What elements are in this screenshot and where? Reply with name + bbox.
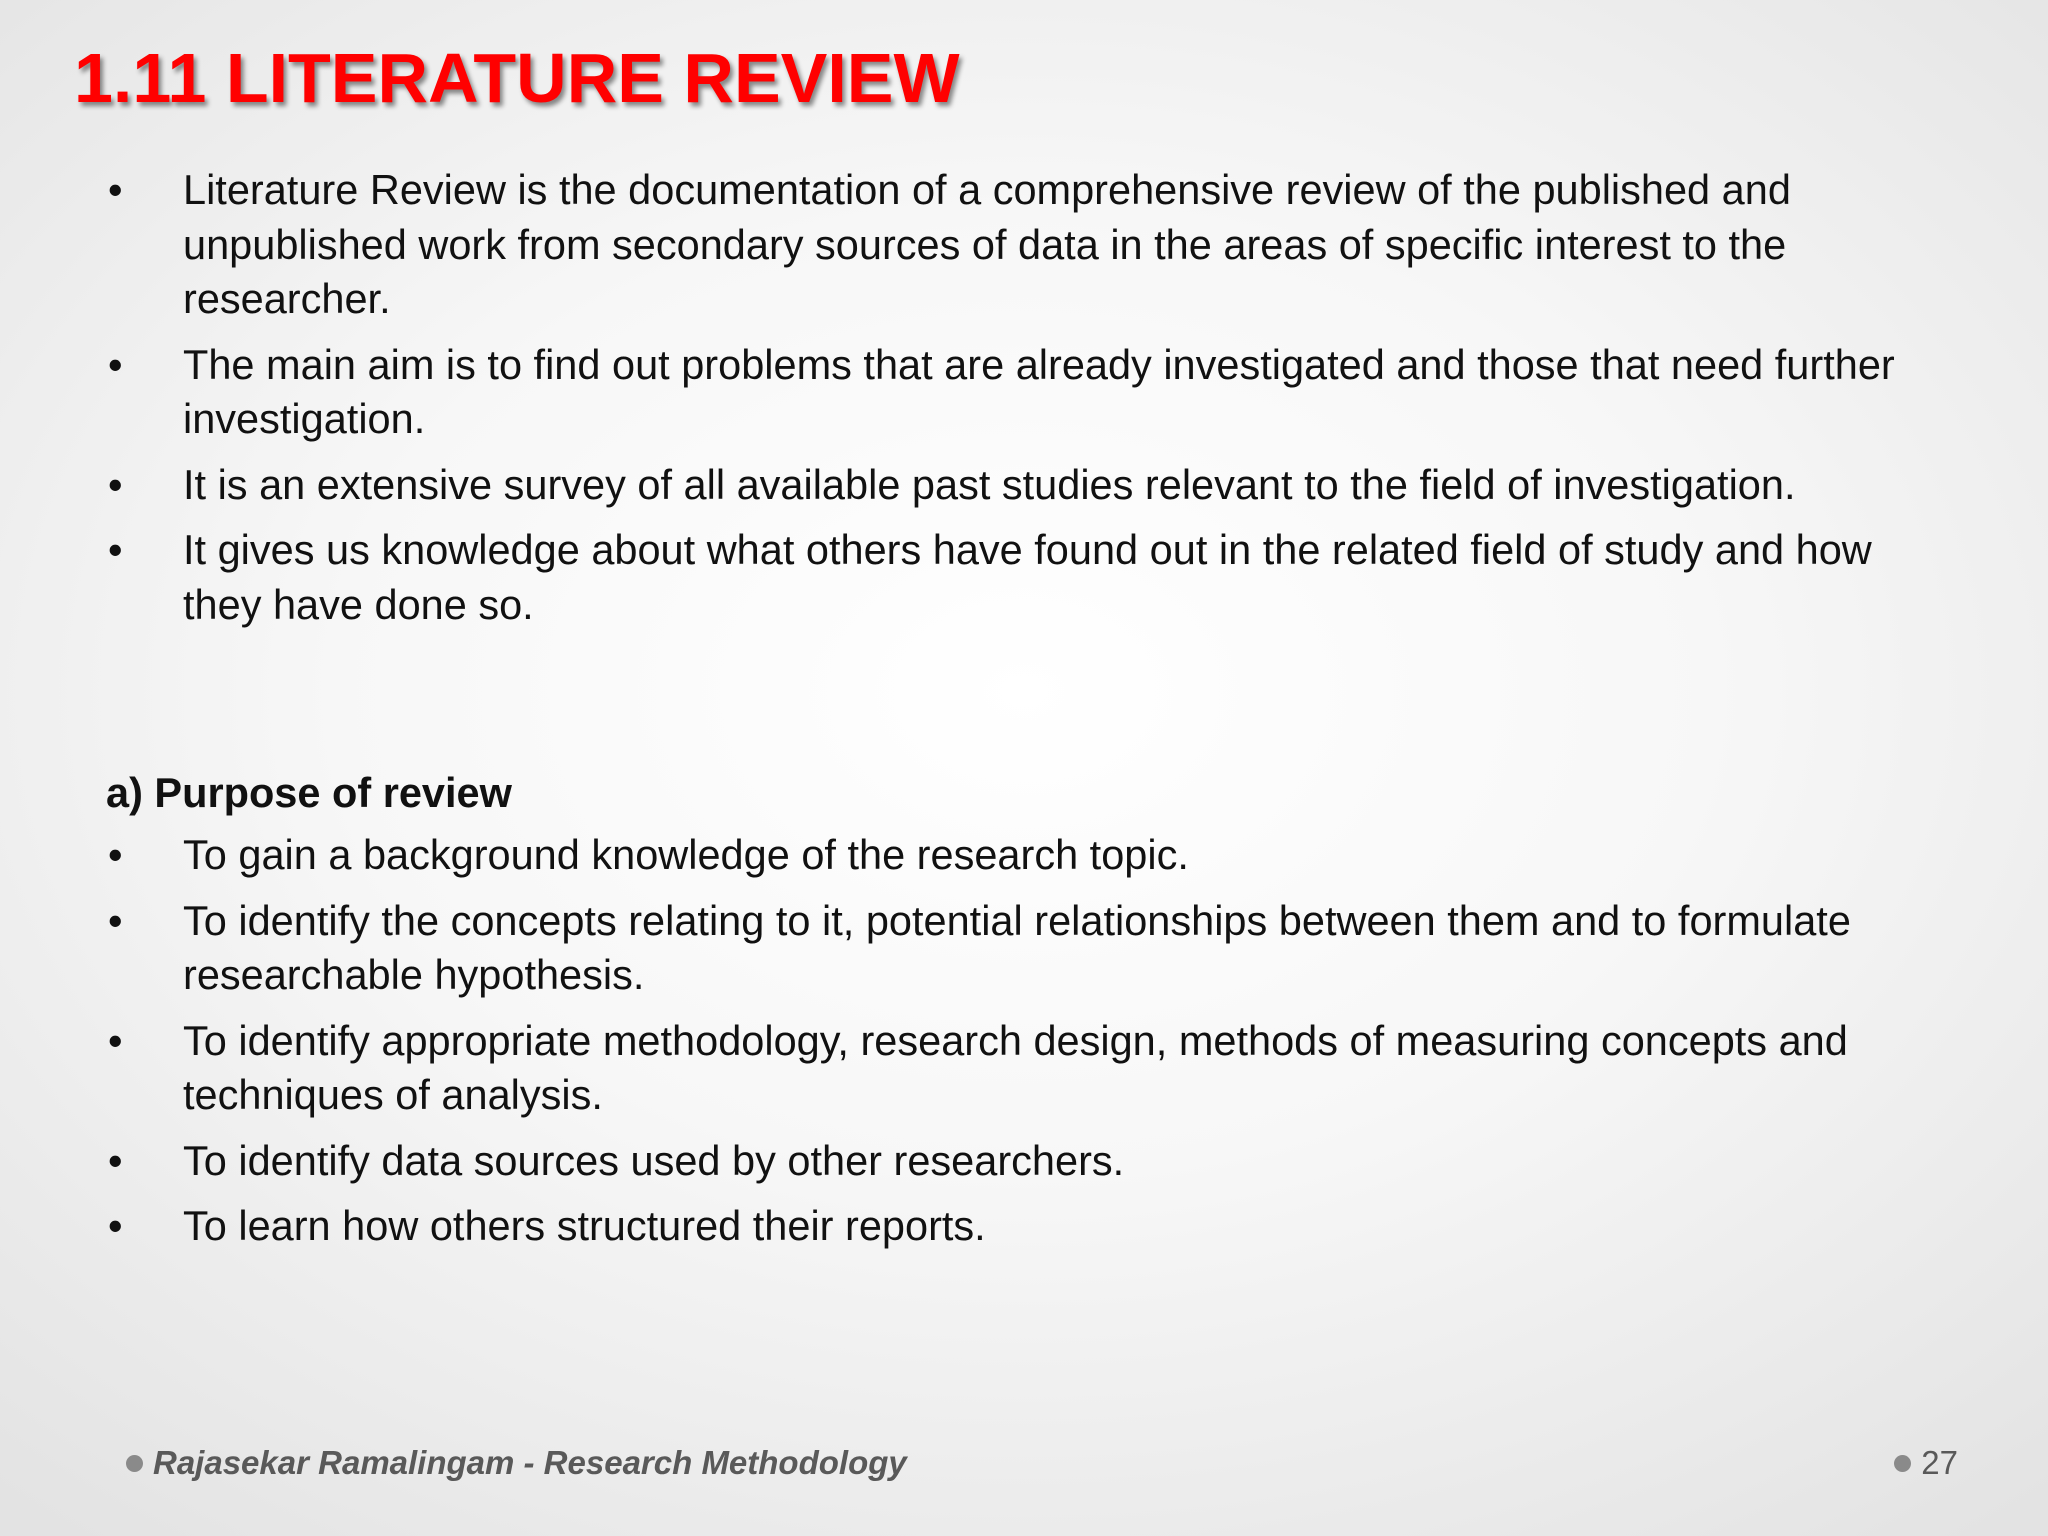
footer-author-text: Rajasekar Ramalingam - Research Methodology: [153, 1444, 907, 1481]
bullet-marker: •: [108, 831, 123, 878]
list-item: [0, 828, 1953, 883]
bullet-marker: •: [108, 896, 123, 944]
page-dot-icon: [1894, 1455, 1911, 1472]
bullet-marker: •: [108, 526, 123, 573]
page-number: 27: [1921, 1444, 1958, 1481]
purpose-bullet-list: [0, 828, 2048, 1265]
bullet-marker: •: [108, 1016, 123, 1064]
list-item: [0, 1134, 1953, 1189]
list-item: [0, 458, 1953, 513]
bullet-marker: •: [108, 1202, 123, 1249]
list-item-text: Literature Review is the documentation of a comprehensive review of the published and unpublished work from secondary sources of data in the areas of specific interest to the researcher.: [183, 166, 1791, 322]
footer-dot-icon: [126, 1455, 143, 1472]
footer-page: [1894, 1444, 1958, 1482]
list-item-text: It gives us knowledge about what others have found out in the related field of study and how they have done so.: [183, 526, 1872, 628]
purpose-heading: a) Purpose of review: [106, 769, 512, 816]
bullet-marker: •: [108, 340, 123, 388]
bullet-marker: •: [108, 460, 123, 508]
list-item: [0, 338, 1953, 447]
list-item-text: To identify appropriate methodology, research design, methods of measuring concepts and techniques of analysis.: [183, 1016, 1848, 1118]
list-item-text: To identify data sources used by other researchers.: [183, 1136, 1125, 1184]
list-item-text: To learn how others structured their reports.: [183, 1202, 986, 1249]
intro-bullet-list: [0, 163, 2048, 643]
list-item: [0, 523, 1953, 632]
bullet-marker: •: [108, 166, 123, 213]
bullet-marker: •: [108, 1136, 123, 1184]
list-item: [0, 894, 1953, 1003]
footer-author: [126, 1444, 907, 1482]
list-item: [0, 1014, 1953, 1123]
slide-title: 1.11 LITERATURE REVIEW: [74, 39, 960, 117]
list-item-text: The main aim is to find out problems that are already investigated and those that need further investigation.: [183, 340, 1895, 442]
list-item: [0, 1199, 1953, 1254]
list-item-text: It is an extensive survey of all available past studies relevant to the field of investigation.: [183, 460, 1796, 508]
list-item-text: To identify the concepts relating to it, potential relationships between them and to formulate researchable hypothesis.: [183, 896, 1851, 998]
list-item-text: To gain a background knowledge of the research topic.: [183, 831, 1189, 878]
list-item: [0, 163, 1953, 327]
